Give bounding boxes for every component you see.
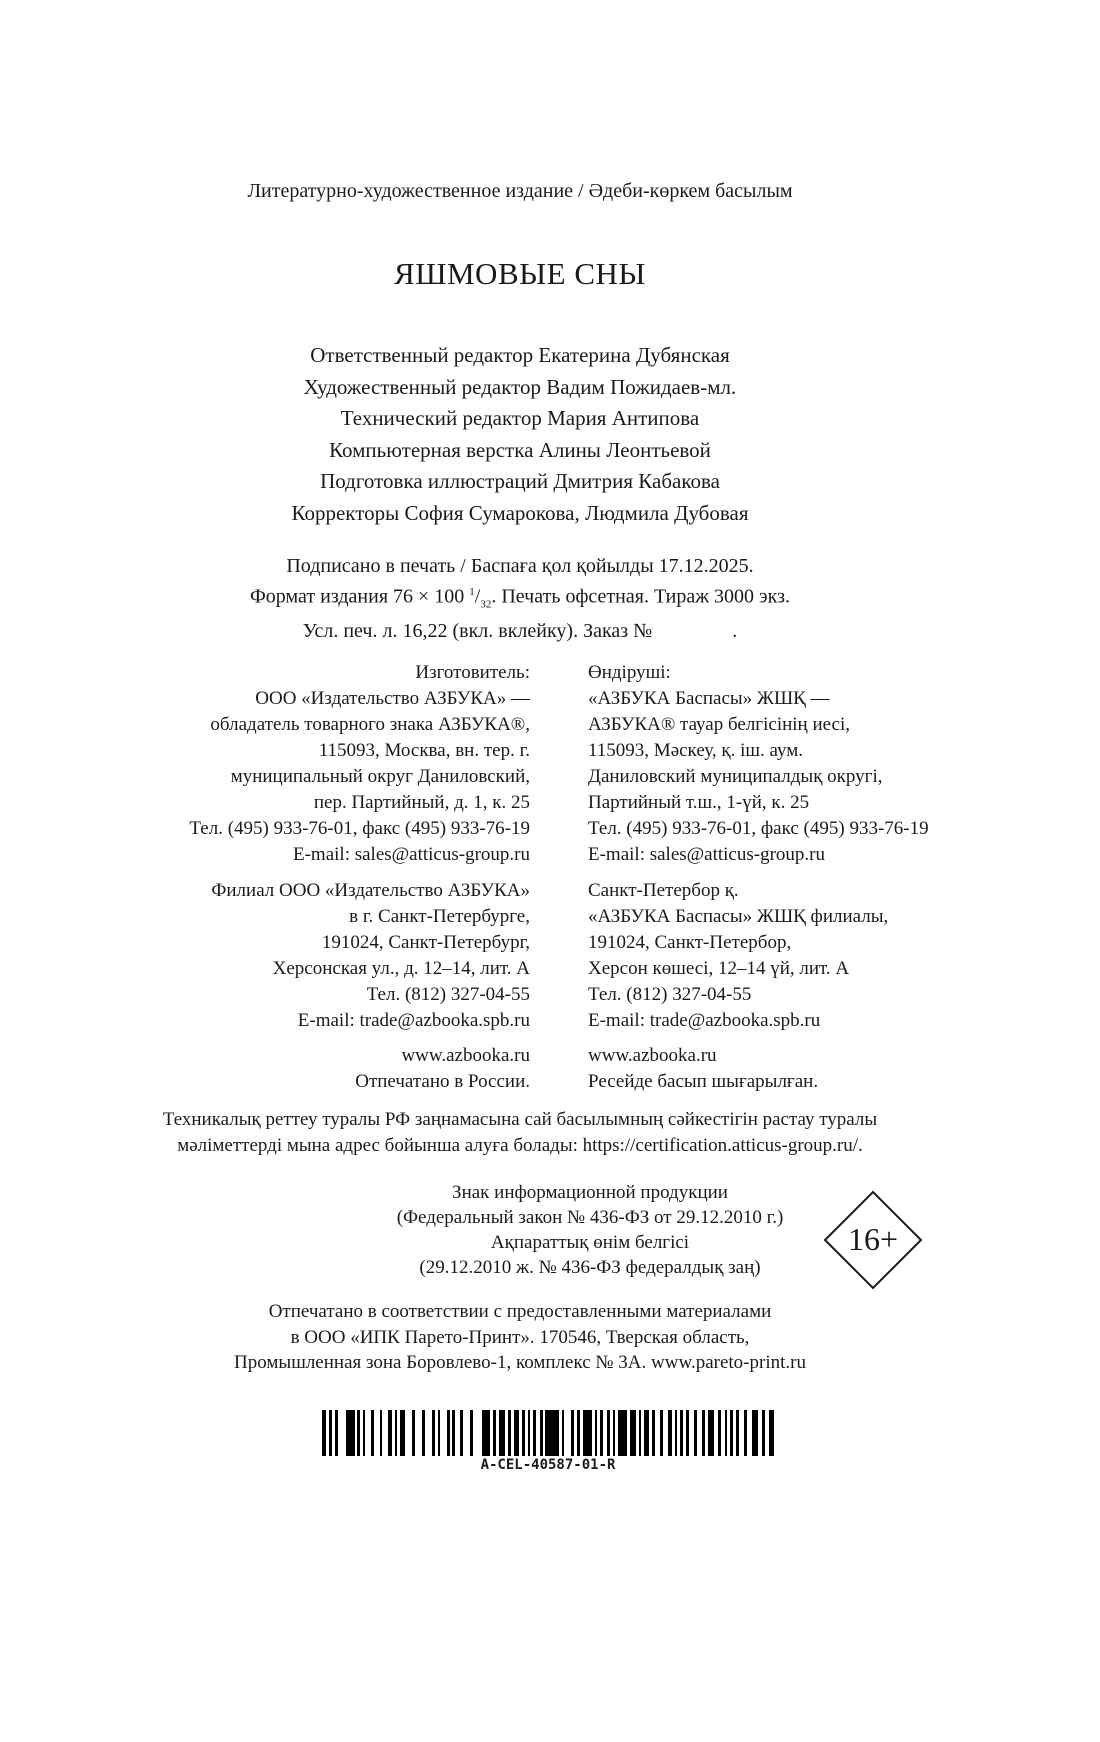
age-rating-line: Ақпараттық өнім белгісі [490, 1232, 690, 1253]
branch-kz-line: E-mail: trade@azbooka.spb.ru [588, 1010, 821, 1031]
website-link: www.azbooka.ru [588, 1045, 717, 1066]
format-numerator: 1 [469, 586, 475, 598]
manufacturer-kz [588, 660, 929, 868]
branch-ru [211, 878, 530, 1034]
manufacturer-ru [189, 660, 530, 868]
manufacturer-kz-line: Өндіруші: [588, 662, 671, 683]
manufacturer-ru-line: 115093, Москва, вн. тер. г. [318, 740, 530, 761]
manufacturer-ru-line: обладатель товарного знака АЗБУКА®, [210, 714, 530, 735]
credit-line: Технический редактор Мария Антипова [340, 406, 700, 430]
manufacturer-ru-line: ООО «Издательство АЗБУКА» — [255, 688, 530, 709]
branch-block [0, 878, 1100, 1038]
branch-ru-line: Херсонская ул., д. 12–14, лит. А [272, 958, 530, 979]
manufacturer-kz-line: 115093, Мәскеу, қ. іш. аум. [588, 740, 804, 761]
branch-ru-line: в г. Санкт-Петербурге, [349, 906, 530, 927]
format-suffix: . Печать офсетная. Тираж 3000 экз. [491, 585, 790, 608]
age-rating-line: (Федеральный закон № 436-ФЗ от 29.12.2010 г.) [396, 1207, 784, 1228]
age-rating-line: Знак информационной продукции [452, 1182, 728, 1203]
website-ru [355, 1043, 530, 1095]
manufacturer-kz-line: Даниловский муниципалдық округі, [588, 766, 883, 787]
credit-line: Корректоры София Сумарокова, Людмила Дубовая [291, 500, 749, 525]
manufacturer-ru-line: E-mail: sales@atticus-group.ru [293, 844, 530, 865]
website-link: www.azbooka.ru [401, 1045, 530, 1066]
manufacturer-kz-line: Партийный т.ш., 1-үй, к. 25 [588, 792, 810, 813]
credit-line: Ответственный редактор Екатерина Дубянская [310, 343, 730, 367]
format-denominator: 32 [480, 598, 492, 611]
printer-line: Отпечатано в соответствии с предоставленными материалами [268, 1301, 772, 1322]
certification-line: мәліметтерді мына адрес бойынша алуға болады: https://certification.atticus-group.ru/. [177, 1135, 863, 1156]
barcode-icon [322, 1410, 774, 1456]
sheets-text: Усл. печ. л. 16,22 (вкл. вклейку). Заказ № [302, 619, 653, 642]
format-prefix: Формат издания 76 × 100 [250, 585, 470, 608]
printer-line: Промышленная зона Боровлево-1, комплекс № 3А. www.pareto-print.ru [234, 1352, 806, 1373]
manufacturer-ru-line: Тел. (495) 933-76-01, факс (495) 933-76-19 [189, 818, 530, 839]
branch-kz-line: «АЗБУКА Баспасы» ЖШҚ филиалы, [588, 906, 889, 927]
branch-ru-line: Филиал ООО «Издательство АЗБУКА» [211, 880, 530, 901]
manufacturer-kz-line: «АЗБУКА Баспасы» ЖШҚ — [588, 688, 830, 709]
certification-notice [0, 1107, 1040, 1159]
credit-line: Подготовка иллюстраций Дмитрия Кабакова [320, 469, 720, 493]
branch-kz-line: Санкт-Петербор қ. [588, 880, 739, 901]
diamond-icon [823, 1190, 923, 1290]
branch-kz-line: 191024, Санкт-Петербор, [588, 932, 792, 953]
branch-kz-line: Херсон көшесі, 12–14 үй, лит. А [588, 958, 850, 979]
manufacturer-kz-line: E-mail: sales@atticus-group.ru [588, 844, 825, 865]
manufacturer-ru-line: пер. Партийный, д. 1, к. 25 [313, 792, 530, 813]
manufacturer-kz-line: АЗБУКА® тауар белгісінің иесі, [588, 714, 850, 735]
manufacturer-ru-line: муниципальный округ Даниловский, [230, 766, 530, 787]
svg-text:16+: 16+ [847, 1221, 899, 1257]
edition-type: Литературно-художественное издание / Әдеби-көркем басылым [247, 180, 793, 202]
branch-ru-line: Тел. (812) 327-04-55 [366, 984, 530, 1005]
credit-line: Компьютерная верстка Алины Леонтьевой [329, 437, 711, 462]
branch-kz [588, 878, 888, 1034]
format-line: Формат издания 76 × 100 $^1/_{32}$. Печать офсетная. Тираж 3000 экз. [250, 585, 790, 611]
website-kz [588, 1043, 818, 1095]
branch-ru-line: 191024, Санкт-Петербург, [321, 932, 530, 953]
branch-ru-line: E-mail: trade@azbooka.spb.ru [297, 1010, 530, 1031]
certification-line: Техникалық реттеу туралы РФ заңнамасына сай басылымның сәйкестігін растау туралы [162, 1109, 878, 1130]
book-title: ЯШМОВЫЕ СНЫ [394, 256, 646, 291]
age-rating-text [380, 1180, 800, 1280]
printed-in: Ресейде басып шығарылған. [588, 1071, 819, 1092]
age-rating-badge-icon [823, 1190, 923, 1290]
credit-line: Художественный редактор Вадим Пожидаев-мл. [303, 374, 737, 399]
print-info-block [0, 553, 1040, 644]
sheets-line [0, 618, 1040, 644]
printed-in: Отпечатано в России. [355, 1071, 530, 1092]
printer-line: в ООО «ИПК Парето-Принт». 170546, Тверская область, [290, 1326, 750, 1348]
signed-date: Подписано в печать / Баспаға қол қойылды 17.12.2025. [286, 555, 754, 577]
website-block [0, 1043, 1100, 1103]
manufacturer-block [0, 660, 1100, 865]
age-rating-line: (29.12.2010 ж. № 436-ФЗ федералдық заң) [419, 1257, 761, 1278]
printer-info [0, 1299, 1040, 1376]
order-number-blank: . [732, 619, 738, 642]
barcode-code: A-CEL-40587-01-R [480, 1457, 616, 1473]
branch-kz-line: Тел. (812) 327-04-55 [588, 984, 752, 1005]
manufacturer-kz-line: Тел. (495) 933-76-01, факс (495) 933-76-19 [588, 818, 929, 839]
credits-block [0, 340, 1040, 529]
manufacturer-ru-line: Изготовитель: [415, 662, 530, 683]
